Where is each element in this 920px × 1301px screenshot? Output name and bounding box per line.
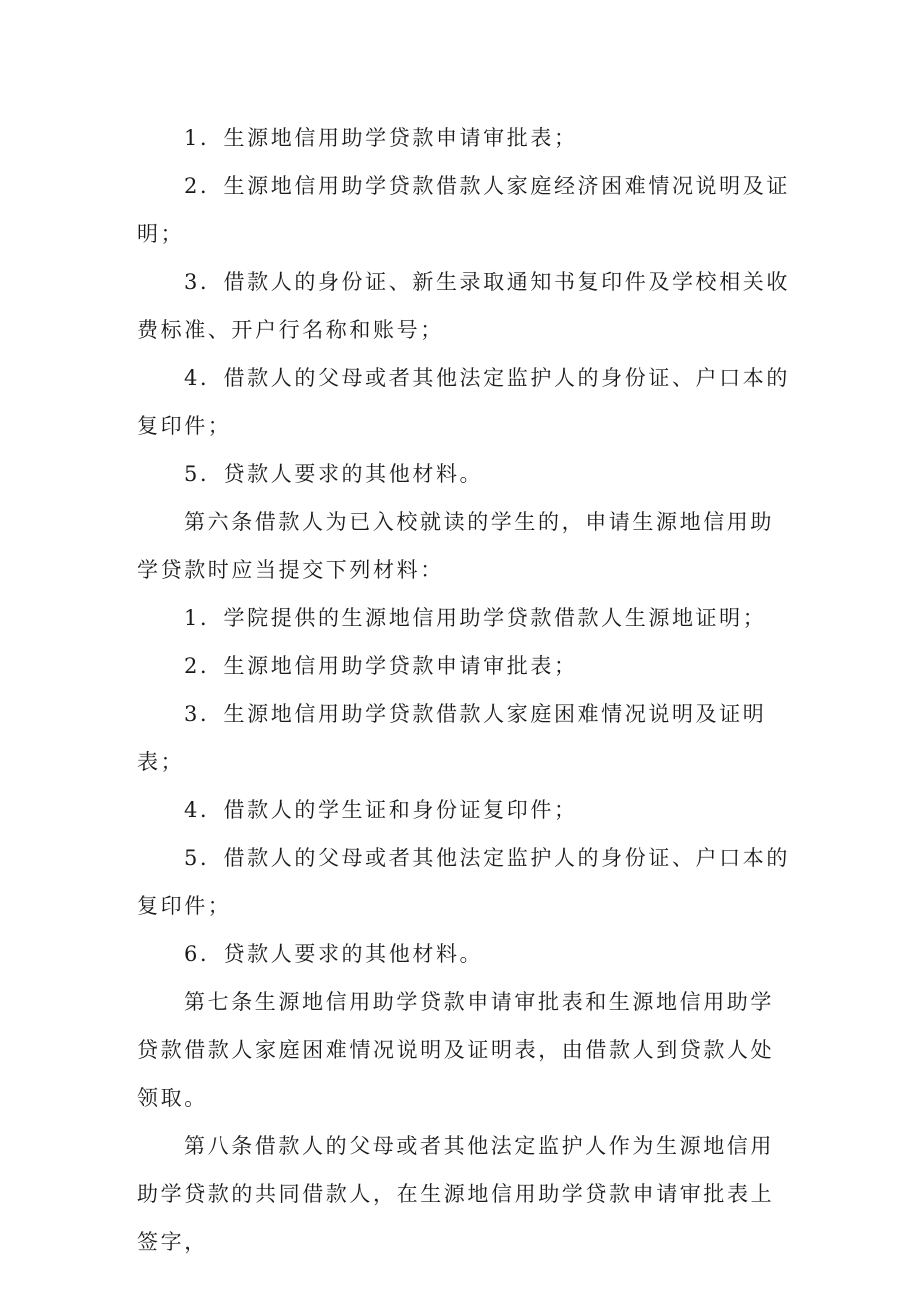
paragraph-item-6-2: 2．生源地信用助学贷款申请审批表； xyxy=(184,654,578,678)
paragraph-item-2: 2．生源地信用助学贷款借款人家庭经济困难情况说明及证明； xyxy=(137,174,790,246)
paragraph-item-6-5: 5．借款人的父母或者其他法定监护人的身份证、户口本的复印件； xyxy=(137,846,790,918)
paragraph-item-5: 5．贷款人要求的其他材料。 xyxy=(184,462,484,486)
paragraph-item-6-1: 1．学院提供的生源地信用助学贷款借款人生源地证明； xyxy=(184,606,767,630)
paragraph-item-3: 3．借款人的身份证、新生录取通知书复印件及学校相关收费标准、开户行名称和账号； xyxy=(137,270,790,342)
paragraph-item-6-3: 3．生源地信用助学贷款借款人家庭困难情况说明及证明表； xyxy=(137,702,767,774)
paragraph-item-1: 1．生源地信用助学贷款申请审批表； xyxy=(184,126,578,150)
article-seven: 第七条生源地信用助学贷款申请审批表和生源地信用助学贷款借款人家庭困难情况说明及证明表，由借款人到贷款人处领取。 xyxy=(137,990,775,1110)
article-six: 第六条借款人为已入校就读的学生的，申请生源地信用助学贷款时应当提交下列材料： xyxy=(137,510,774,582)
article-eight: 第八条借款人的父母或者其他法定监护人作为生源地信用助学贷款的共同借款人，在生源地信用助学贷款申请审批表上签字， xyxy=(137,1134,775,1254)
paragraph-item-6-6: 6．贷款人要求的其他材料。 xyxy=(184,942,484,966)
paragraph-item-6-4: 4．借款人的学生证和身份证复印件； xyxy=(184,798,578,822)
paragraph-item-4: 4．借款人的父母或者其他法定监护人的身份证、户口本的复印件； xyxy=(137,366,790,438)
document-body xyxy=(137,114,797,1266)
